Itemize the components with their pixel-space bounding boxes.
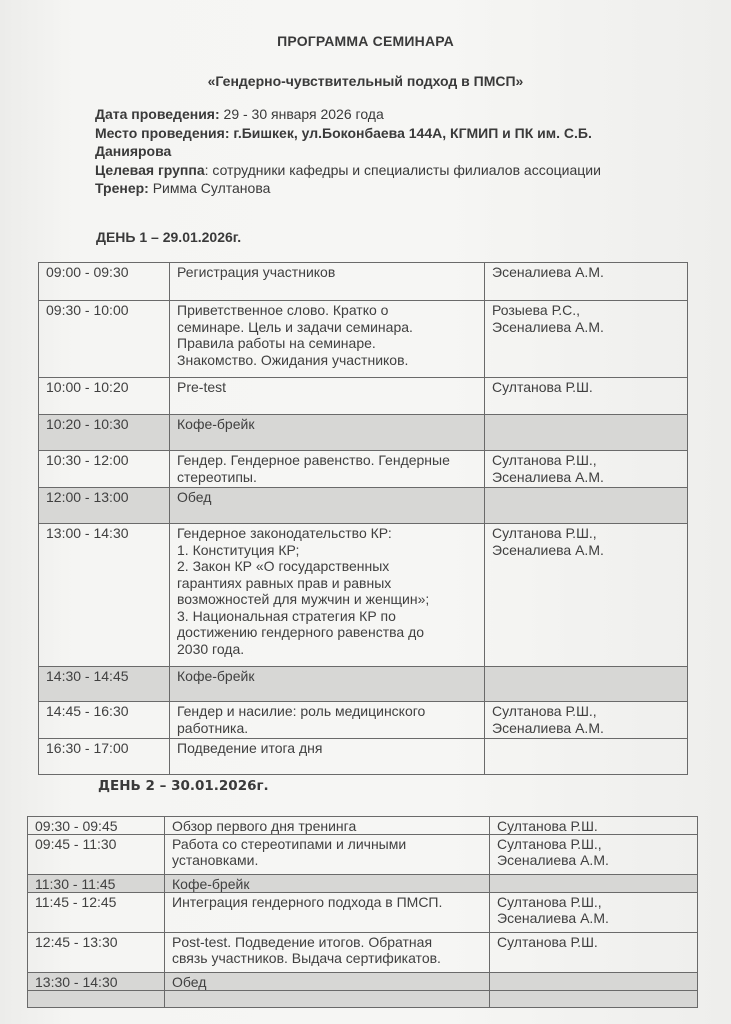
topic-cell: Post-test. Подведение итогов. Обратная связь участников. Выдача сертификатов. [165,933,490,973]
target-value: : сотрудники кафедры и специалисты филиалов ассоциации [204,161,601,178]
time-cell: 09:30 - 09:45 [28,817,165,835]
time-cell: 14:30 - 14:45 [39,667,170,702]
day2-heading: ДЕНЬ 2 – 30.01.2026г. [98,778,269,794]
time-cell: 12:00 - 13:00 [39,488,170,524]
trainer-value: Римма Султанова [148,180,271,196]
trainer-label: Тренер: [95,180,149,196]
topic-cell: Подведение итога дня [170,739,485,775]
presenter-cell: Султанова Р.Ш. [490,933,698,973]
topic-cell: Обед [170,488,485,524]
presenter-cell [485,415,688,451]
day2-schedule-table [27,816,698,1008]
schedule-row [39,263,688,301]
schedule-row [28,933,698,973]
time-cell: 13:30 - 14:30 [28,973,165,991]
time-cell: 13:00 - 14:30 [39,524,170,667]
schedule-row [39,451,688,488]
topic-cell: Кофе-брейк [170,415,485,451]
date-label: Дата проведения: [95,106,220,122]
presenter-cell: Султанова Р.Ш., Эсеналиева А.М. [485,702,688,739]
topic-cell: Интеграция гендерного подхода в ПМСП. [165,893,490,933]
presenter-cell: Султанова Р.Ш., Эсеналиева А.М. [485,524,688,667]
target-label: Целевая группа [95,161,205,178]
time-cell: 11:30 - 11:45 [28,875,165,893]
time-cell: 09:30 - 10:00 [39,301,170,378]
presenter-cell [485,488,688,524]
presenter-cell [490,973,698,991]
date-value: 29 - 30 января 2026 года [219,106,384,122]
time-cell: 09:45 - 11:30 [28,835,165,875]
place-value: г.Бишкек, ул.Боконбаева 144А, КГМИП и ПК им. С.Б. [229,124,592,141]
place-line-cont [95,142,715,161]
break-row [39,415,688,451]
page-title: ПРОГРАММА СЕМИНАРА [277,33,454,49]
presenter-cell: Султанова Р.Ш. [485,378,688,415]
seminar-subtitle: «Гендерно-чувствительный подход в ПМСП» [207,73,524,89]
break-row [28,875,698,893]
schedule-row [39,378,688,415]
time-cell: 09:00 - 09:30 [39,263,170,301]
day1-heading: ДЕНЬ 1 – 29.01.2026г. [96,229,242,245]
schedule-row [28,893,698,933]
topic-cell [165,991,490,1008]
presenter-cell [490,991,698,1008]
presenter-cell: Розыева Р.С., Эсеналиева А.М. [485,301,688,378]
time-cell: 12:45 - 13:30 [28,933,165,973]
time-cell: 11:45 - 12:45 [28,893,165,933]
presenter-cell [490,875,698,893]
presenter-cell: Султанова Р.Ш., Эсеналиева А.М. [490,835,698,875]
topic-cell: Кофе-брейк [165,875,490,893]
schedule-row [28,835,698,875]
schedule-row [39,739,688,775]
topic-cell: Приветственное слово. Кратко о семинаре. Цель и задачи семинара. Правила работы на семинаре. Знакомство. Ожидания участников. [170,301,485,378]
schedule-row [39,702,688,739]
topic-cell: Pre-test [170,378,485,415]
presenter-cell: Султанова Р.Ш., Эсеналиева А.М. [485,451,688,488]
time-cell: 10:20 - 10:30 [39,415,170,451]
trainer-line [95,179,715,198]
topic-cell: Кофе-брейк [170,667,485,702]
topic-cell: Обед [165,973,490,991]
place-value-cont: Даниярова [95,143,172,159]
time-cell [28,991,165,1008]
topic-cell: Работа со стереотипами и личными установками. [165,835,490,875]
presenter-cell: Султанова Р.Ш., Эсеналиева А.М. [490,893,698,933]
presenter-cell [485,739,688,775]
target-line [95,161,715,180]
presenter-cell: Эсеналиева А.М. [485,263,688,301]
break-row [28,973,698,991]
day1-schedule-table [38,262,688,775]
date-line [95,105,715,124]
topic-cell: Гендер и насилие: роль медицинского работника. [170,702,485,739]
schedule-row [39,301,688,378]
place-label: Место проведения: [95,124,230,141]
presenter-cell [485,667,688,702]
break-row [39,488,688,524]
topic-cell: Регистрация участников [170,263,485,301]
topic-cell: Обзор первого дня тренинга [165,817,490,835]
topic-cell: Гендер. Гендерное равенство. Гендерные стереотипы. [170,451,485,488]
time-cell: 14:45 - 16:30 [39,702,170,739]
time-cell: 10:00 - 10:20 [39,378,170,415]
place-line [95,124,715,143]
break-row [39,667,688,702]
seminar-info [95,105,715,198]
presenter-cell: Султанова Р.Ш. [490,817,698,835]
schedule-row [28,817,698,835]
topic-cell: Гендерное законодательство КР: 1. Конституция КР; 2. Закон КР «О государственных гарантиях равных прав и равных возможностей для мужчин и женщин»; 3. Национальная стратегия КР по достижению гендерного равенства до 2030 года. [170,524,485,667]
break-row [28,991,698,1008]
time-cell: 10:30 - 12:00 [39,451,170,488]
schedule-row [39,524,688,667]
time-cell: 16:30 - 17:00 [39,739,170,775]
